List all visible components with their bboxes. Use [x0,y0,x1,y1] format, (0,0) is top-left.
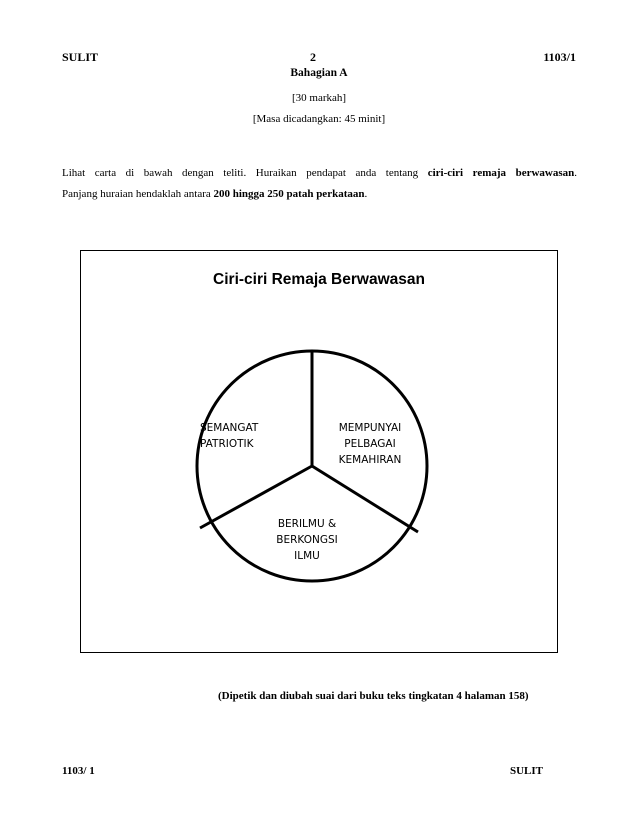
instruction-bold: ciri-ciri remaja berwawasan [427,167,575,179]
time-label: [Masa dicadangkan: 45 minit] [252,113,386,125]
segment-text: BERKONGSI [276,534,338,546]
source-citation: (Dipetik dan diubah suai dari buku teks tingkatan 4 halaman 158) [218,690,529,702]
header-right: 1103/1 [543,50,576,64]
segment-text: MEMPUNYAI [338,422,402,434]
instruction-punct-2: . [364,188,368,200]
segment-text: PELBAGAI [344,438,396,450]
instruction-line-1 [62,163,577,184]
marks-label: [30 markah] [291,92,347,104]
segment-text: BERILMU & [277,518,337,530]
segment-text: ILMU [294,550,320,562]
instruction-text: Lihat carta di bawah dengan teliti. Huraikan pendapat anda tentang [62,167,428,179]
page-number: 2 [310,50,316,64]
diagram-title: Ciri-ciri Remaja Berwawasan [213,271,425,288]
section-title: Bahagian A [290,67,348,79]
segment-text: SEMANGAT [200,422,259,434]
segment-label-semangat [200,420,285,452]
segment-text: PATRIOTIK [200,438,254,450]
header-left: SULIT [62,50,99,64]
footer-right: SULIT [509,765,543,777]
segment-label-kemahiran [325,420,415,468]
instruction-line-2 [62,184,577,205]
segment-label-ilmu [262,516,352,564]
footer-left: 1103/ 1 [62,765,95,777]
instruction-text-2: Panjang huraian hendaklah antara [62,188,214,200]
segment-text: KEMAHIRAN [338,454,402,466]
instruction-bold-2: 200 hingga 250 patah perkataan [213,188,365,200]
instruction-punct: . [574,167,577,179]
